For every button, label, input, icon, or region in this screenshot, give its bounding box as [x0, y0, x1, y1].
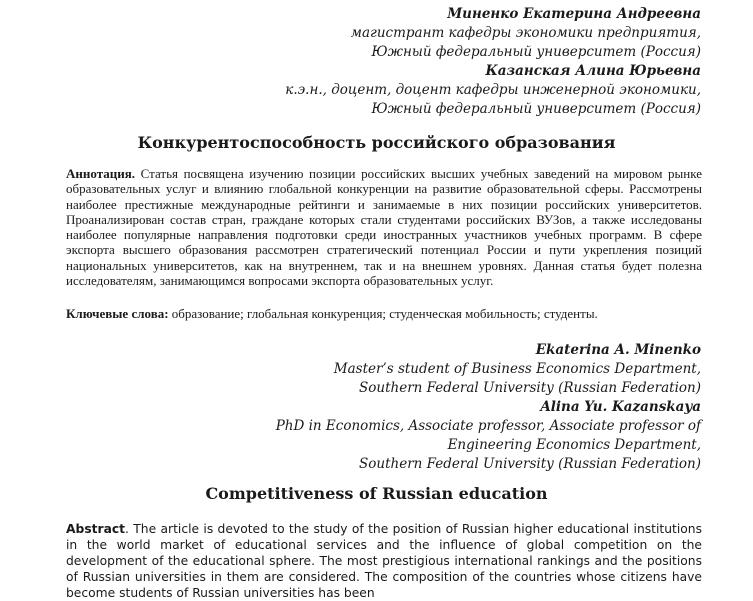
- russian-authors-block: [285, 5, 701, 119]
- author-affiliation-line: Южный федеральный университет (Россия): [371, 44, 701, 60]
- author-affiliation-line: Engineering Economics Department,: [447, 437, 701, 453]
- abstract-label: Аннотация.: [66, 166, 136, 181]
- russian-abstract: [66, 166, 702, 288]
- author-affiliation-line: PhD in Economics, Associate professor, Associate professor of: [275, 418, 701, 434]
- russian-keywords: [66, 306, 702, 321]
- author-affiliation-line: Южный федеральный университет (Россия): [371, 101, 701, 117]
- keywords-text: образование; глобальная конкуренция; студенческая мобильность; студенты.: [168, 306, 598, 321]
- author-affiliation-line: магистрант кафедры экономики предприятия,: [350, 25, 701, 41]
- author-affiliation-line: к.э.н., доцент, доцент кафедры инженерной экономики,: [285, 82, 701, 98]
- author-affiliation-line: Southern Federal University (Russian Federation): [359, 456, 701, 472]
- author-name: Ekaterina A. Minenko: [535, 342, 701, 358]
- abstract-text: Статья посвящена изучению позиции российских высших учебных заведений на мировом рынке образовательных услуг и влиянию глобальной конкуренции на развитие образовательной сферы. Рассмотрены наиболее престижные международные рейтинги и занимаемые в них позиции российских университетов. Проанализирован состав стран, граждане которых стали студентами российских ВУЗов, а также исследованы наиболее популярные направления подготовки среди иностранных участников учебных программ. В сфере экспорта высшего образования рассмотрен стратегический потенциал России и пути укрепления позиций национальных университетов, как на внутреннем, так и на внешнем уровнях. Данная статья будет полезна исследователям, занимающимся вопросами экспорта образовательных услуг.: [66, 166, 702, 289]
- author-name: Alina Yu. Kazanskaya: [540, 399, 701, 415]
- author-affiliation-line: Master’s student of Business Economics Department,: [333, 361, 701, 377]
- english-title: Competitiveness of Russian education: [205, 484, 548, 503]
- author-affiliation-line: Southern Federal University (Russian Federation): [359, 380, 701, 396]
- author-name: Миненко Екатерина Андреевна: [447, 6, 701, 22]
- russian-title: Конкурентоспособность российского образования: [137, 133, 616, 152]
- english-authors-block: [276, 341, 701, 474]
- author-name: Казанская Алина Юрьевна: [485, 63, 701, 79]
- abstract-text: . The article is devoted to the study of the position of Russian higher educational institutions in the world market of educational services and the influence of global competition on the development of the educational sphere. The most prestigious international rankings and the positions of Russian universities in them are considered. The composition of the countries whose citizens have become students of Russian universities has been: [66, 522, 702, 600]
- keywords-label: Ключевые слова:: [66, 306, 169, 321]
- english-abstract: [66, 521, 702, 601]
- abstract-label: Abstract: [66, 522, 126, 536]
